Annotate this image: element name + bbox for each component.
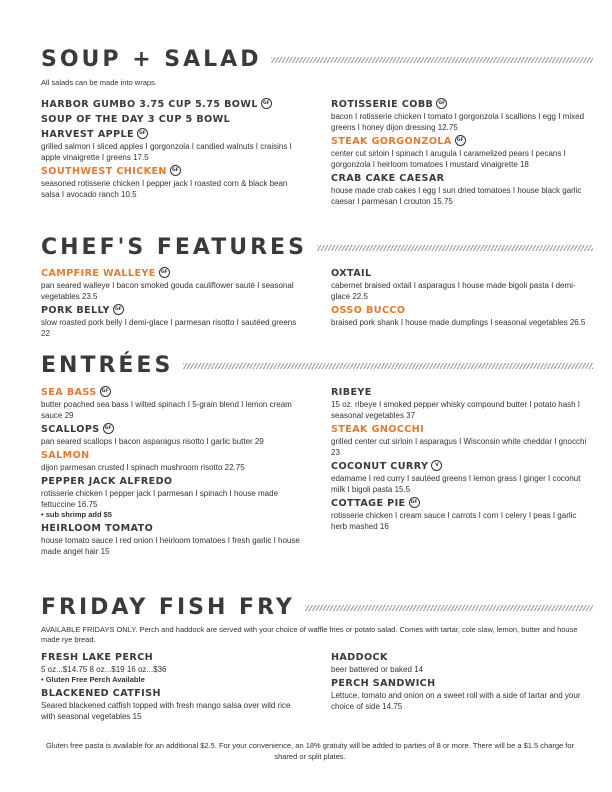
menu-item-description: Lettuce, tomato and onion on a sweet roll with a side of tartar and your choice of side 14.75 [331,691,581,711]
menu-item-name [41,304,303,317]
menu-item-name [41,128,303,141]
menu-item-name [41,98,303,111]
menu-item-description: cabernet braised oxtail I asparagus I house made bigoli pasta I demi-glace 22.5 [331,281,576,301]
two-column-layout [41,267,593,341]
hatched-divider [305,605,593,611]
menu-item [41,267,303,302]
menu-item-name [331,651,593,664]
gluten-free-icon: GF [261,98,272,109]
menu-item-description: slow roasted pork belly I demi-glace I parmesan risotto I sautéed greens 22 [41,318,297,338]
gluten-free-icon: GF [137,128,148,139]
gluten-free-icon: GF [455,135,466,146]
menu-item-name-text: OSSO BUCCO [331,305,406,316]
menu-item [41,423,303,447]
menu-item-description: 5 oz...$14.75 8 oz...$19 16 oz...$36 [41,665,167,674]
menu-item-description: grilled salmon I sliced apples I gorgonzola I candied walnuts I craisins I apple vinaigrette I greens 17.5 [41,142,292,162]
menu-item-name [331,423,593,436]
gluten-free-icon: GF [436,98,447,109]
menu-item-name [331,98,593,111]
menu-item [331,651,593,675]
menu-item [331,304,593,328]
menu-item [331,135,593,170]
menu-item-description: beer battered or baked 14 [331,665,424,674]
menu-item-name-text: HARVEST APPLE [41,129,134,140]
two-column-layout [41,651,593,724]
gluten-free-icon: GF [409,497,420,508]
chefs-features-header [41,232,593,262]
menu-item-description: center cut sirloin I spinach I arugula I caramelized pears I pecans I gorgonzola I heirloom tomatoes I mustard vinaigrette 18 [331,149,566,169]
menu-item-name [41,449,303,462]
menu-item-name [41,386,303,399]
hatched-divider [183,363,593,369]
menu-item-description: butter poached sea bass I wilted spinach I 5-grain blend I lemon cream sauce 29 [41,400,292,420]
two-column-layout [41,98,593,209]
menu-item [41,651,303,685]
menu-item-name-text: HADDOCK [331,652,388,663]
menu-item-name [331,304,593,317]
menu-item-name-text: SALMON [41,450,90,461]
menu-item-name-text: RIBEYE [331,387,372,398]
menu-item-name-text: COTTAGE PIE [331,498,406,509]
menu-item-description: rotisserie chicken I pepper jack I parmesan I spinach I house made fettuccine 16.75 [41,489,279,509]
menu-item [41,475,303,520]
menu-item-name-text: ROTISSERIE COBB [331,99,434,110]
chefs-features-section [41,232,593,341]
menu-item [41,386,303,421]
menu-item-name [331,460,593,473]
section-note: All salads can be made into wraps. [41,78,157,87]
menu-item [41,304,303,339]
right-column [331,267,593,341]
section-title: FRIDAY FISH FRY [41,594,295,620]
menu-item-name-text: COCONUT CURRY [331,461,429,472]
menu-item [331,267,593,302]
section-note: AVAILABLE FRIDAYS ONLY. Perch and haddock are served with your choice of waffle fries or potato salad. Comes with tartar, cole slaw, lemon, butter and house made rye bread. [41,625,578,644]
soup-salad-section [41,44,593,209]
left-column [41,386,303,559]
vegetarian-icon: V [431,460,442,471]
menu-item [41,98,303,111]
hatched-divider [271,57,593,63]
section-title: ENTRÉES [41,352,174,378]
menu-item [331,423,593,458]
hatched-divider [317,245,593,251]
menu-item-name-text: SOUP OF THE DAY 3 CUP 5 BOWL [41,114,231,125]
gluten-free-icon: GF [103,423,114,434]
gluten-free-icon: GF [159,267,170,278]
menu-item-description: pan seared scallops I bacon asparagus risotto I garlic butter 29 [41,437,264,446]
section-title: SOUP + SALAD [41,46,262,72]
soup-salad-header [41,44,593,74]
menu-item-addon: • Gluten Free Perch Available [41,675,145,684]
menu-item-description: bacon I rotisserie chicken I tomato I gorgonzola I scallions I egg I mixed greens I honey dijon dressing 12.75 [331,112,585,132]
footer-note: Gluten free pasta is available for an additional $2.5. For your convenience, an 18% gratuity will be added to parties of 8 or more. There will be a $1.5 charge for shared or split plates. [45,741,575,761]
menu-item-name-text: STEAK GNOCCHI [331,424,425,435]
menu-item [331,497,593,532]
left-column [41,651,303,724]
menu-item [41,165,303,200]
right-column [331,651,593,724]
menu-item-name-text: CAMPFIRE WALLEYE [41,268,156,279]
menu-item [41,522,303,557]
menu-item-description: dijon parmesan crusted I spinach mushroom risotto 22.75 [41,463,245,472]
menu-item-name-text: PEPPER JACK ALFREDO [41,476,173,487]
menu-item [41,128,303,163]
menu-item-name-text: SOUTHWEST CHICKEN [41,166,167,177]
menu-item-name [41,267,303,280]
section-title: CHEF'S FEATURES [41,234,307,260]
menu-item-description: seasoned rotisserie chicken I pepper jack I roasted corn & black bean salsa I avocado ranch 10.5 [41,179,288,199]
menu-item-description: pan seared walleye I bacon smoked gouda cauliflower sauté I seasonal vegetables 23.5 [41,281,294,301]
menu-item-description: braised pork shank I house made dumplings I seasonal vegetables 26.5 [331,318,586,327]
menu-item-description: edamame I red curry I sautéed greens I lemon grass I ginger I coconut milk I bigoli pasta 15.5 [331,474,581,494]
menu-item-name [331,172,593,185]
menu-item-name [41,687,303,700]
menu-item-name [331,677,593,690]
two-column-layout [41,386,593,559]
menu-item-name-text: SCALLOPS [41,424,100,435]
entrees-section [41,350,593,559]
fish-fry-section [41,592,593,724]
menu-item-name [41,423,303,436]
menu-item [41,113,303,126]
menu-item [331,98,593,133]
menu-item [331,460,593,495]
menu-item-description: house tomato sauce I red onion I heirloom tomatoes I fresh garlic I house made angel hair 15 [41,536,300,556]
menu-item-description: house made crab cakes I egg I sun dried tomatoes I house black garlic caesar I parmesan I crouton 15.75 [331,186,582,206]
menu-item-name-text: SEA BASS [41,387,97,398]
menu-item [41,449,303,473]
menu-item-name-text: STEAK GORGONZOLA [331,136,452,147]
menu-item [331,386,593,421]
left-column [41,267,303,341]
left-column [41,98,303,209]
menu-item-name-text: PERCH SANDWICH [331,678,436,689]
menu-item-name [41,522,303,535]
menu-item-name-text: PORK BELLY [41,305,110,316]
menu-item-name [41,475,303,488]
gluten-free-icon: GF [170,165,181,176]
menu-item-name [41,165,303,178]
menu-item-name [331,386,593,399]
right-column [331,386,593,559]
menu-item-name-text: CRAB CAKE CAESAR [331,173,445,184]
menu-item-name [331,267,593,280]
gluten-free-icon: GF [100,386,111,397]
menu-item [331,172,593,207]
menu-item-addon: • sub shrimp add $5 [41,510,112,519]
menu-item-description: 15 oz. ribeye I smoked pepper whisky compound butter I potato hash I seasonal vegetables 37 [331,400,581,420]
menu-item-name [41,113,303,126]
menu-item [331,677,593,712]
fish-fry-header [41,592,593,622]
menu-item-name-text: BLACKENED CATFISH [41,688,161,699]
menu-item-name [331,497,593,510]
entrees-header [41,350,593,380]
menu-item-name [41,651,303,664]
menu-item-description: grilled center cut sirloin I asparagus I Wisconsin white cheddar I gnocchi 23 [331,437,587,457]
menu-item-name [331,135,593,148]
menu-item-description: Seared blackened catfish topped with fresh mango salsa over wild rice with seasonal vegetables 15 [41,701,291,721]
menu-item [41,687,303,722]
menu-item-description: rotisserie chicken I cream sauce I carrots I corn I celery I peas I garlic herb mashed 16 [331,511,577,531]
menu-item-name-text: OXTAIL [331,268,372,279]
menu-item-name-text: HARBOR GUMBO 3.75 CUP 5.75 BOWL [41,99,258,110]
menu-item-name-text: HEIRLOOM TOMATO [41,523,154,534]
menu-item-name-text: FRESH LAKE PERCH [41,652,154,663]
gluten-free-icon: GF [113,304,124,315]
right-column [331,98,593,209]
